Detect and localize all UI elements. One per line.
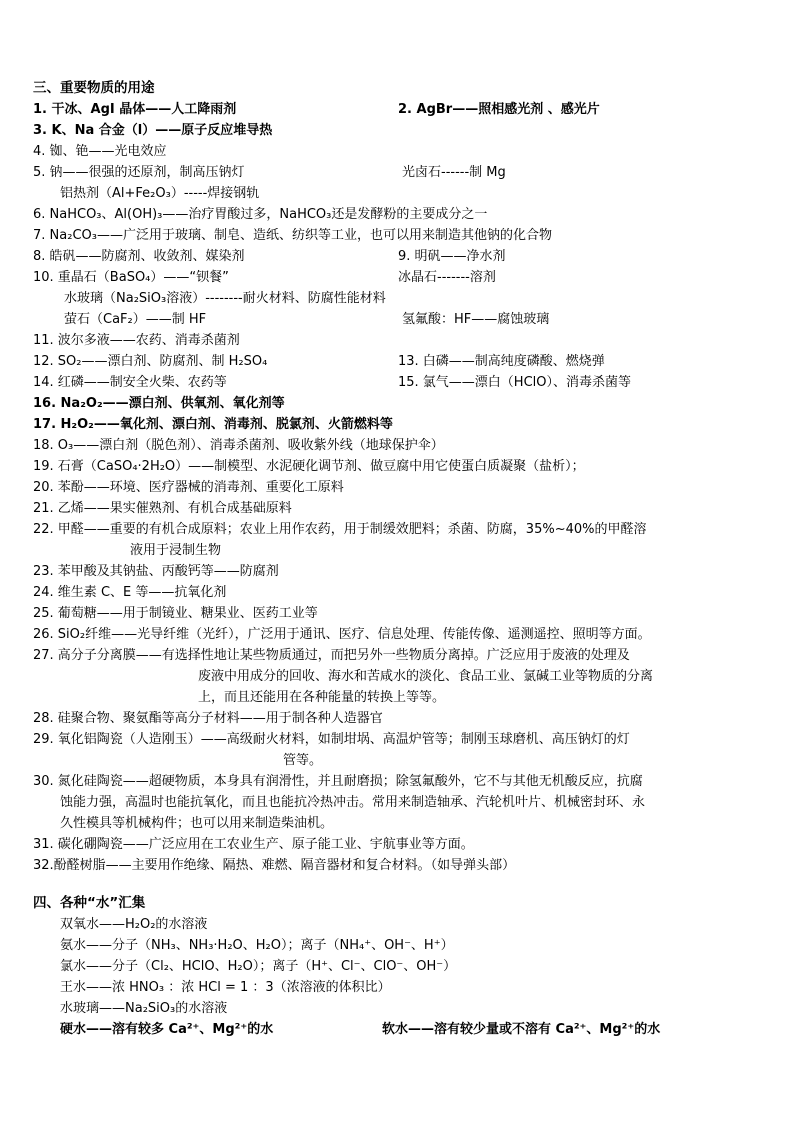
section-3-heading-line bbox=[0, 78, 794, 99]
item-19-line bbox=[0, 456, 794, 477]
item-29-line bbox=[0, 729, 794, 750]
item-30-cont2-line bbox=[0, 813, 794, 834]
item-29-cont: 管等。 bbox=[283, 753, 323, 768]
item-10-line bbox=[0, 267, 794, 288]
item-26-line bbox=[0, 624, 794, 645]
item-20: 20. 苯酚——环境、医疗器械的消毒剂、重要化工原料 bbox=[33, 480, 344, 495]
water-ammonia: 氨水——分子（NH₃、NH₃·H₂O、H₂O）；离子（NH₄⁺、OH⁻、H⁺） bbox=[60, 938, 454, 953]
item-27: 27. 高分子分离膜——有选择性地让某些物质通过，而把另外一些物质分离掉。广泛应用于废液的处理及 bbox=[33, 648, 630, 663]
water-2-line bbox=[0, 935, 794, 956]
item-25: 25. 葡萄糖——用于制镜业、糖果业、医药工业等 bbox=[33, 606, 318, 621]
item-27-cont2-line bbox=[0, 687, 794, 708]
water-glass: 水玻璃——Na₂SiO₃的水溶液 bbox=[60, 1001, 228, 1016]
item-3-line bbox=[0, 120, 794, 141]
item-10: 10. 重晶石（BaSO₄）——“钡餐” bbox=[33, 270, 229, 285]
item-5-thermite: 铝热剂（Al+Fe₂O₃）-----焊接钢轨 bbox=[60, 186, 260, 201]
item-27-cont1: 废液中用成分的回收、海水和苦咸水的淡化、食品工业、氯碱工业等物质的分离 bbox=[198, 669, 654, 684]
water-6-line bbox=[0, 1019, 794, 1040]
item-32: 32.酚醛树脂——主要用作绝缘、隔热、难燃、隔音器材和复合材料。（如导弹头部） bbox=[33, 858, 516, 873]
item-10-fluorite-line bbox=[0, 309, 794, 330]
item-5-carnallite: 光卤石------制 Mg bbox=[402, 165, 506, 180]
item-26: 26. SiO₂纤维——光导纤维（光纤），广泛用于通讯、医疗、信息处理、传能传像、遥测遥控、照明等方面。 bbox=[33, 627, 651, 642]
item-11: 11. 波尔多液——农药、消毒杀菌剂 bbox=[33, 333, 240, 348]
item-11-line bbox=[0, 330, 794, 351]
item-28-line bbox=[0, 708, 794, 729]
item-10-fluorite: 萤石（CaF₂）——制 HF bbox=[64, 312, 207, 327]
item-22-cont: 液用于浸制生物 bbox=[130, 543, 222, 558]
item-29: 29. 氧化铝陶瓷（人造刚玉）——高级耐火材料，如制坩埚、高温炉管等；制刚玉球磨机、高压钠灯的灯 bbox=[33, 732, 630, 747]
item-13: 13. 白磷——制高纯度磷酸、燃烧弹 bbox=[398, 354, 605, 369]
item-30: 30. 氮化硅陶瓷——超硬物质，本身具有润滑性，并且耐磨损；除氢氟酸外，它不与其他无机酸反应，抗腐 bbox=[33, 774, 643, 789]
item-7: 7. Na₂CO₃——广泛用于玻璃、制皂、造纸、纺织等工业，也可以用来制造其他钠的化合物 bbox=[33, 228, 552, 243]
item-27-cont1-line bbox=[0, 666, 794, 687]
item-4-line bbox=[0, 141, 794, 162]
item-27-cont2: 上，而且还能用在各种能量的转换上等等。 bbox=[198, 690, 446, 705]
item-4: 4. 铷、铯——光电效应 bbox=[33, 144, 167, 159]
item-14-15-line bbox=[0, 372, 794, 393]
section-3-title: 三、重要物质的用途 bbox=[33, 80, 155, 96]
item-16: 16. Na₂O₂——漂白剂、供氧剂、氧化剂等 bbox=[33, 396, 285, 411]
water-3-line bbox=[0, 956, 794, 977]
item-10-waterglass-line bbox=[0, 288, 794, 309]
item-8-9-line bbox=[0, 246, 794, 267]
item-29-cont-line bbox=[0, 750, 794, 771]
water-hydrogen-peroxide: 双氧水——H₂O₂的水溶液 bbox=[60, 917, 208, 932]
item-12-13-line bbox=[0, 351, 794, 372]
item-12: 12. SO₂——漂白剂、防腐剂、制 H₂SO₄ bbox=[33, 354, 268, 369]
item-1-2-line bbox=[0, 99, 794, 120]
water-5-line bbox=[0, 998, 794, 1019]
item-31: 31. 碳化硼陶瓷——广泛应用在工农业生产、原子能工业、宇航事业等方面。 bbox=[33, 837, 474, 852]
item-9: 9. 明矾——净水剂 bbox=[398, 249, 506, 264]
item-24: 24. 维生素 C、E 等——抗氧化剂 bbox=[33, 585, 227, 600]
item-6-line bbox=[0, 204, 794, 225]
item-22-cont-line bbox=[0, 540, 794, 561]
water-soft: 软水——溶有较少量或不溶有 Ca²⁺、Mg²⁺的水 bbox=[382, 1022, 661, 1037]
item-18: 18. O₃——漂白剂（脱色剂）、消毒杀菌剂、吸收紫外线（地球保护伞） bbox=[33, 438, 444, 453]
item-5: 5. 钠——很强的还原剂，制高压钠灯 bbox=[33, 165, 245, 180]
item-23-line bbox=[0, 561, 794, 582]
item-17-line bbox=[0, 414, 794, 435]
water-aqua-regia: 王水——浓 HNO₃ ：浓 HCl = 1 ：3（浓溶液的体积比） bbox=[60, 980, 391, 995]
item-18-line bbox=[0, 435, 794, 456]
item-20-line bbox=[0, 477, 794, 498]
item-22: 22. 甲醛——重要的有机合成原料；农业上用作农药，用于制缓效肥料；杀菌、防腐，35%~40%的甲醛溶 bbox=[33, 522, 647, 537]
item-23: 23. 苯甲酸及其钠盐、丙酸钙等——防腐剂 bbox=[33, 564, 279, 579]
item-6: 6. NaHCO₃、Al(OH)₃——治疗胃酸过多，NaHCO₃还是发酵粉的主要成分之一 bbox=[33, 207, 488, 222]
item-3: 3. K、Na 合金（l）——原子反应堆导热 bbox=[33, 123, 273, 138]
item-30-cont2: 久性模具等机械构件；也可以用来制造柴油机。 bbox=[60, 816, 334, 831]
item-27-line bbox=[0, 645, 794, 666]
item-22-line bbox=[0, 519, 794, 540]
water-chlorine: 氯水——分子（Cl₂、HClO、H₂O）；离子（H⁺、Cl⁻、ClO⁻、OH⁻） bbox=[60, 959, 457, 974]
item-8: 8. 皓矾——防腐剂、收敛剂、媒染剂 bbox=[33, 249, 245, 264]
item-14: 14. 红磷——制安全火柴、农药等 bbox=[33, 375, 227, 390]
item-31-line bbox=[0, 834, 794, 855]
item-32-line bbox=[0, 855, 794, 876]
item-21-line bbox=[0, 498, 794, 519]
item-10-cryolite: 冰晶石-------溶剂 bbox=[398, 270, 496, 285]
item-28: 28. 硅聚合物、聚氨酯等高分子材料——用于制各种人造器官 bbox=[33, 711, 383, 726]
item-17: 17. H₂O₂——氧化剂、漂白剂、消毒剂、脱氯剂、火箭燃料等 bbox=[33, 417, 393, 432]
section-4-heading-line bbox=[0, 893, 794, 914]
item-21: 21. 乙烯——果实催熟剂、有机合成基础原料 bbox=[33, 501, 292, 516]
water-4-line bbox=[0, 977, 794, 998]
item-30-cont1-line bbox=[0, 792, 794, 813]
item-7-line bbox=[0, 225, 794, 246]
item-15: 15. 氯气——漂白（HClO）、消毒杀菌等 bbox=[398, 375, 632, 390]
item-5-line bbox=[0, 162, 794, 183]
water-1-line bbox=[0, 914, 794, 935]
item-16-line bbox=[0, 393, 794, 414]
item-24-line bbox=[0, 582, 794, 603]
item-19: 19. 石膏（CaSO₄·2H₂O）——制模型、水泥硬化调节剂、做豆腐中用它使蛋白质凝聚（盐析）； bbox=[33, 459, 585, 474]
item-30-cont1: 蚀能力强，高温时也能抗氧化，而且也能抗冷热冲击。常用来制造轴承、汽轮机叶片、机械密封环、永 bbox=[60, 795, 646, 810]
item-10-waterglass: 水玻璃（Na₂SiO₃溶液）--------耐火材料、防腐性能材料 bbox=[64, 291, 386, 306]
water-hard: 硬水——溶有较多 Ca²⁺、Mg²⁺的水 bbox=[60, 1022, 274, 1037]
item-30-line bbox=[0, 771, 794, 792]
item-2: 2. AgBr——照相感光剂 、感光片 bbox=[398, 102, 600, 117]
item-5-thermite-line bbox=[0, 183, 794, 204]
section-4-title: 四、各种“水”汇集 bbox=[33, 895, 146, 911]
item-10-hf: 氢氟酸：HF——腐蚀玻璃 bbox=[402, 312, 550, 327]
item-25-line bbox=[0, 603, 794, 624]
item-1: 1. 干冰、AgI 晶体——人工降雨剂 bbox=[33, 102, 237, 117]
